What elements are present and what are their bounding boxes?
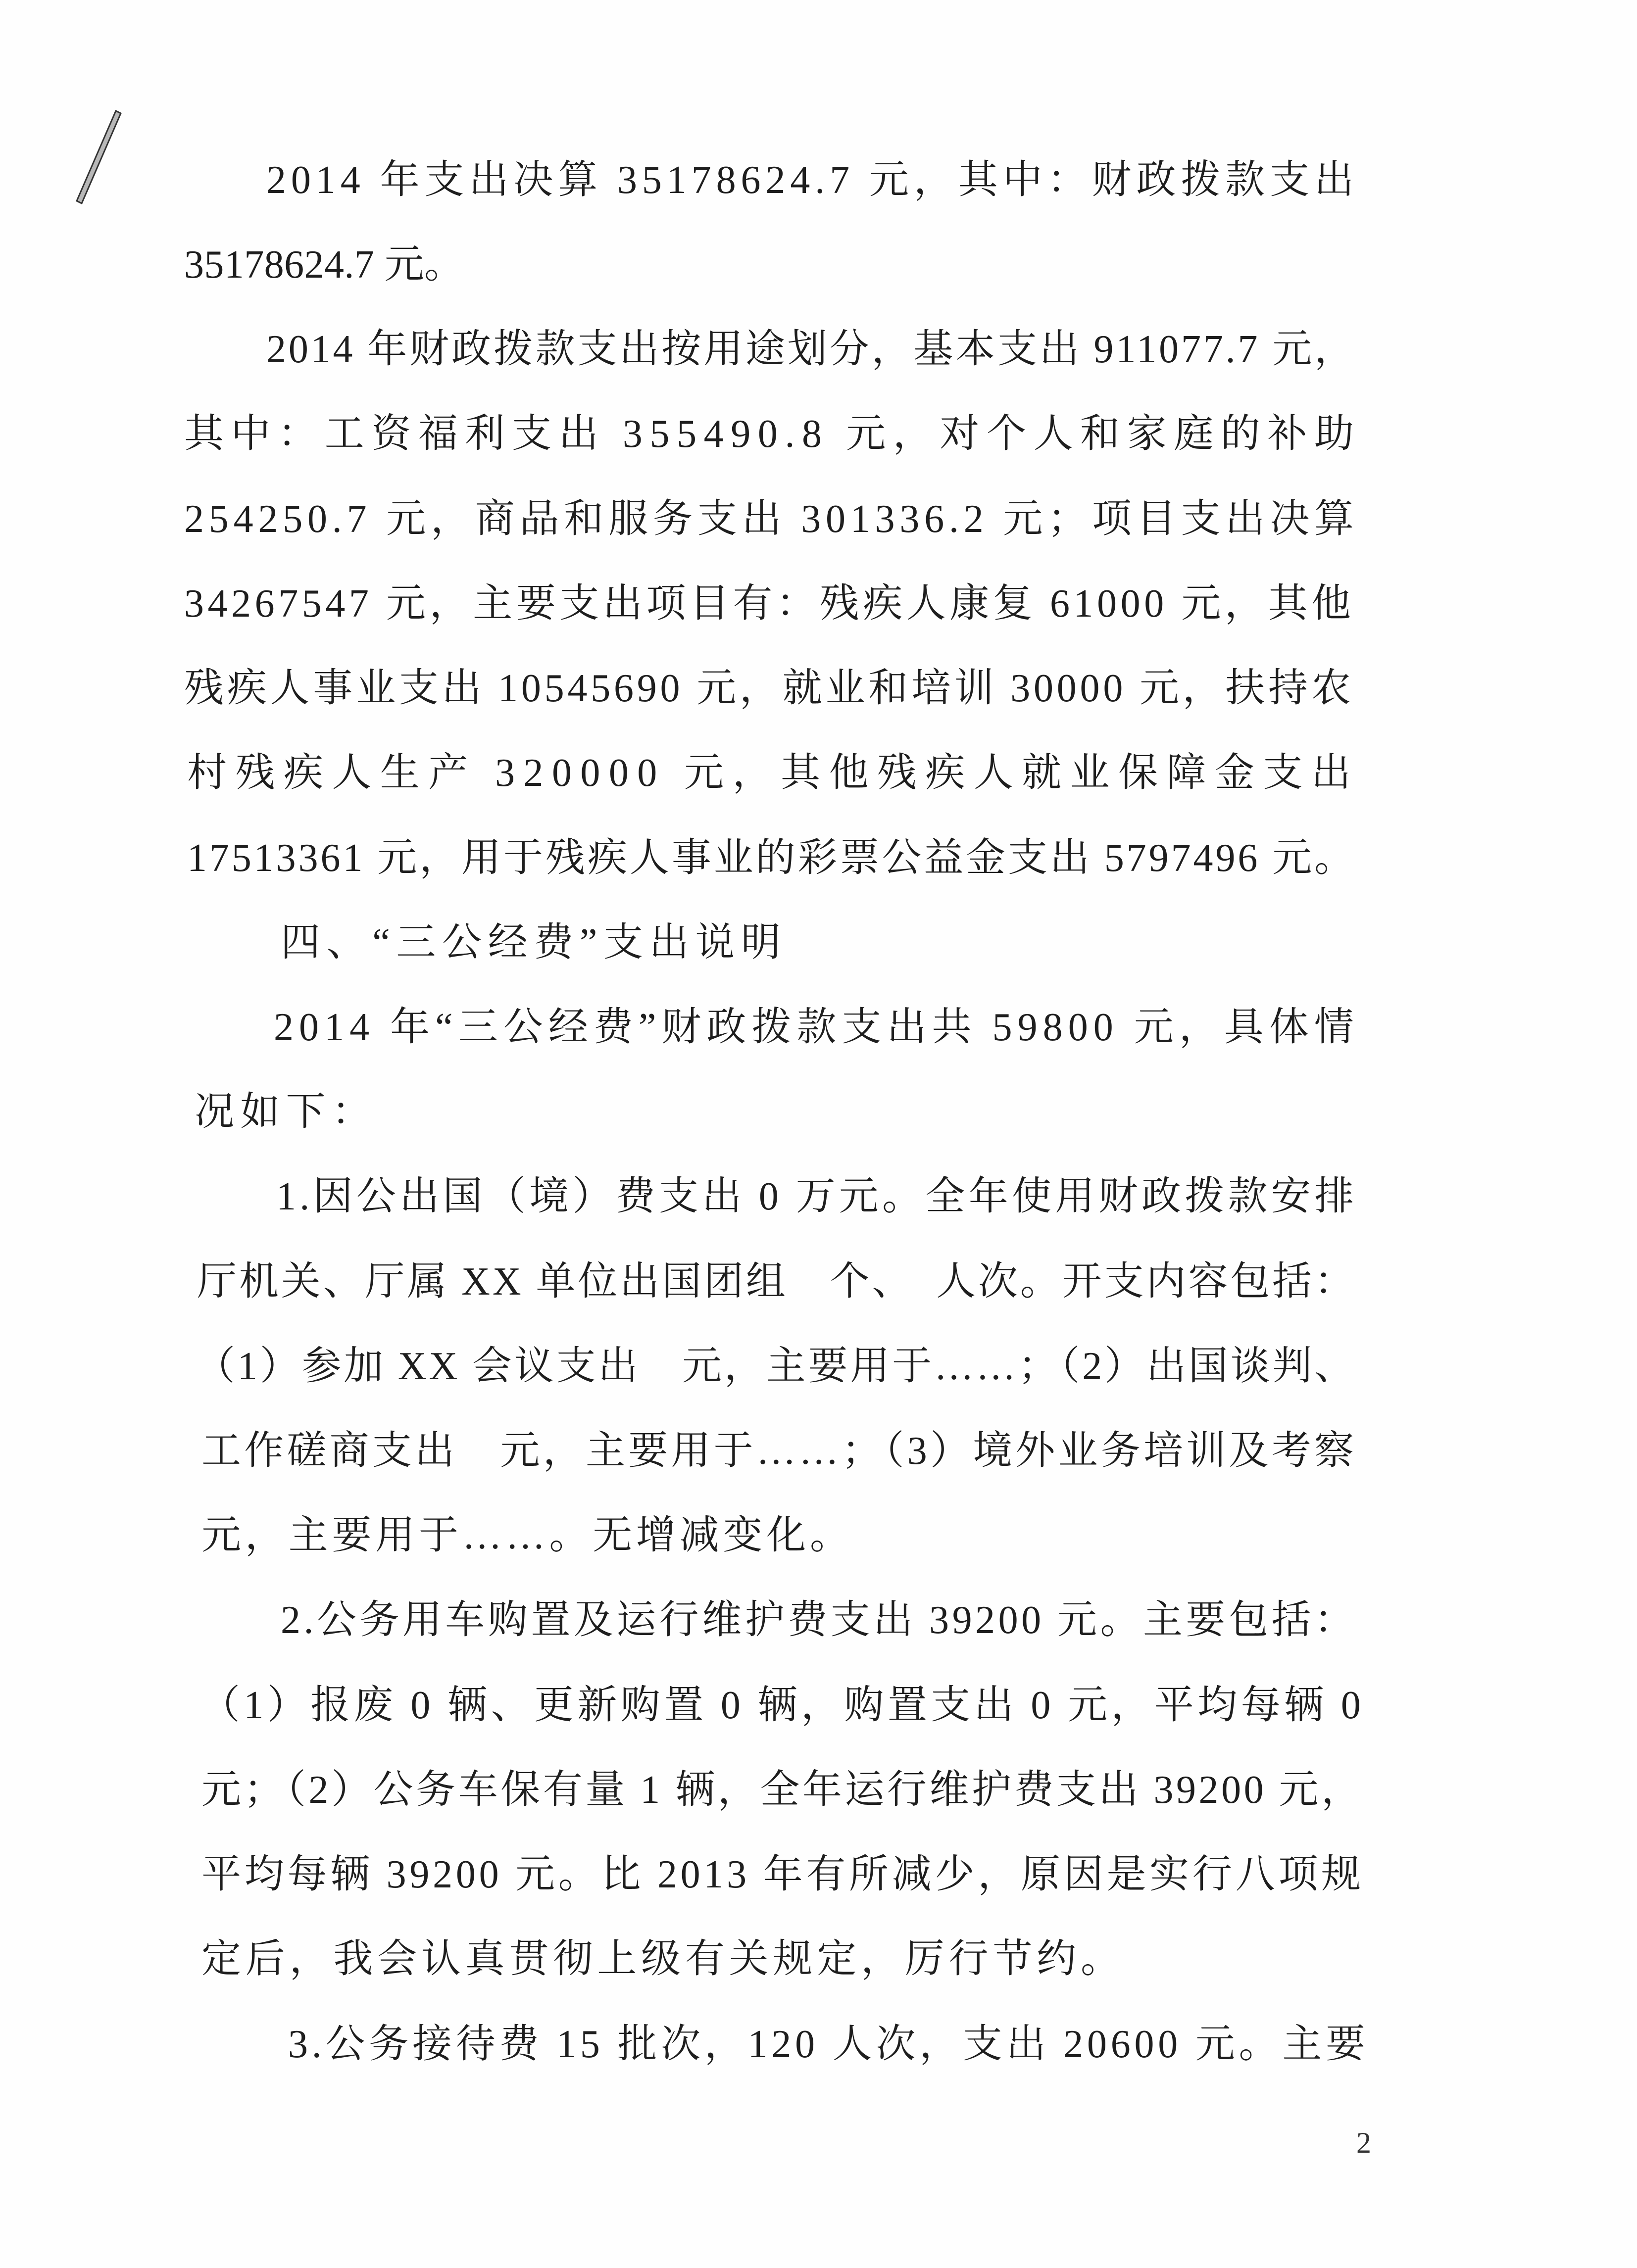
breakdown-text-line: 其中：工资福利支出 355490.8 元，对个人和家庭的补助 [184,412,1361,456]
item-vehicle-line: 定后，我会认真贯彻上级有关规定，厉行节约。 [201,1937,1125,1981]
item-vehicle-line: 2.公务用车购置及运行维护费支出 39200 元。主要包括： [281,1598,1357,1642]
summary-text-line: 35178624.7 元。 [184,243,464,287]
breakdown-text-line: 254250.7 元，商品和服务支出 301336.2 元；项目支出决算 [184,497,1359,541]
pen-stroke-mark [64,99,134,218]
item-overseas-line: 工作磋商支出 元，主要用于……；（3）境外业务培训及考察 [201,1429,1357,1473]
section-intro-line: 2014 年“三公经费”财政拨款支出共 59800 元，具体情 [274,1006,1359,1049]
item-vehicle-line: （1）报废 0 辆、更新购置 0 辆，购置支出 0 元，平均每辆 0 [200,1684,1365,1727]
item-vehicle-line: 平均每辆 39200 元。比 2013 年有所减少，原因是实行八项规 [201,1853,1364,1896]
item-overseas-line: 元，主要用于……。无增减变化。 [201,1514,853,1557]
breakdown-text-line: 34267547 元，主要支出项目有：残疾人康复 61000 元，其他 [184,582,1355,626]
item-overseas-line: 1.因公出国（境）费支出 0 万元。全年使用财政拨款安排 [276,1175,1358,1218]
breakdown-text-line: 残疾人事业支出 10545690 元，就业和培训 30000 元，扶持农 [184,667,1354,710]
summary-text-line: 2014 年支出决算 35178624.7 元，其中：财政拨款支出 [266,158,1359,202]
item-overseas-line: 厅机关、厅属 XX 单位出国团组 个、 人次。开支内容包括： [197,1260,1356,1303]
breakdown-text-line: 2014 年财政拨款支出按用途划分，基本支出 911077.7 元， [266,328,1356,371]
section-heading: 四、“三公经费”支出说明 [281,921,787,965]
page-number: 2 [1356,2126,1371,2159]
item-reception-line: 3.公务接待费 15 批次，120 人次，支出 20600 元。主要 [288,2023,1369,2066]
breakdown-text-line: 17513361 元，用于残疾人事业的彩票公益金支出 5797496 元。 [187,836,1357,880]
item-vehicle-line: 元；（2）公务车保有量 1 辆，全年运行维护费支出 39200 元， [201,1768,1364,1812]
section-intro-line: 况如下： [195,1090,378,1134]
item-overseas-line: （1）参加 XX 会议支出 元，主要用于……；（2）出国谈判、 [196,1345,1356,1388]
breakdown-text-line: 村残疾人生产 320000 元，其他残疾人就业保障金支出 [187,751,1360,795]
